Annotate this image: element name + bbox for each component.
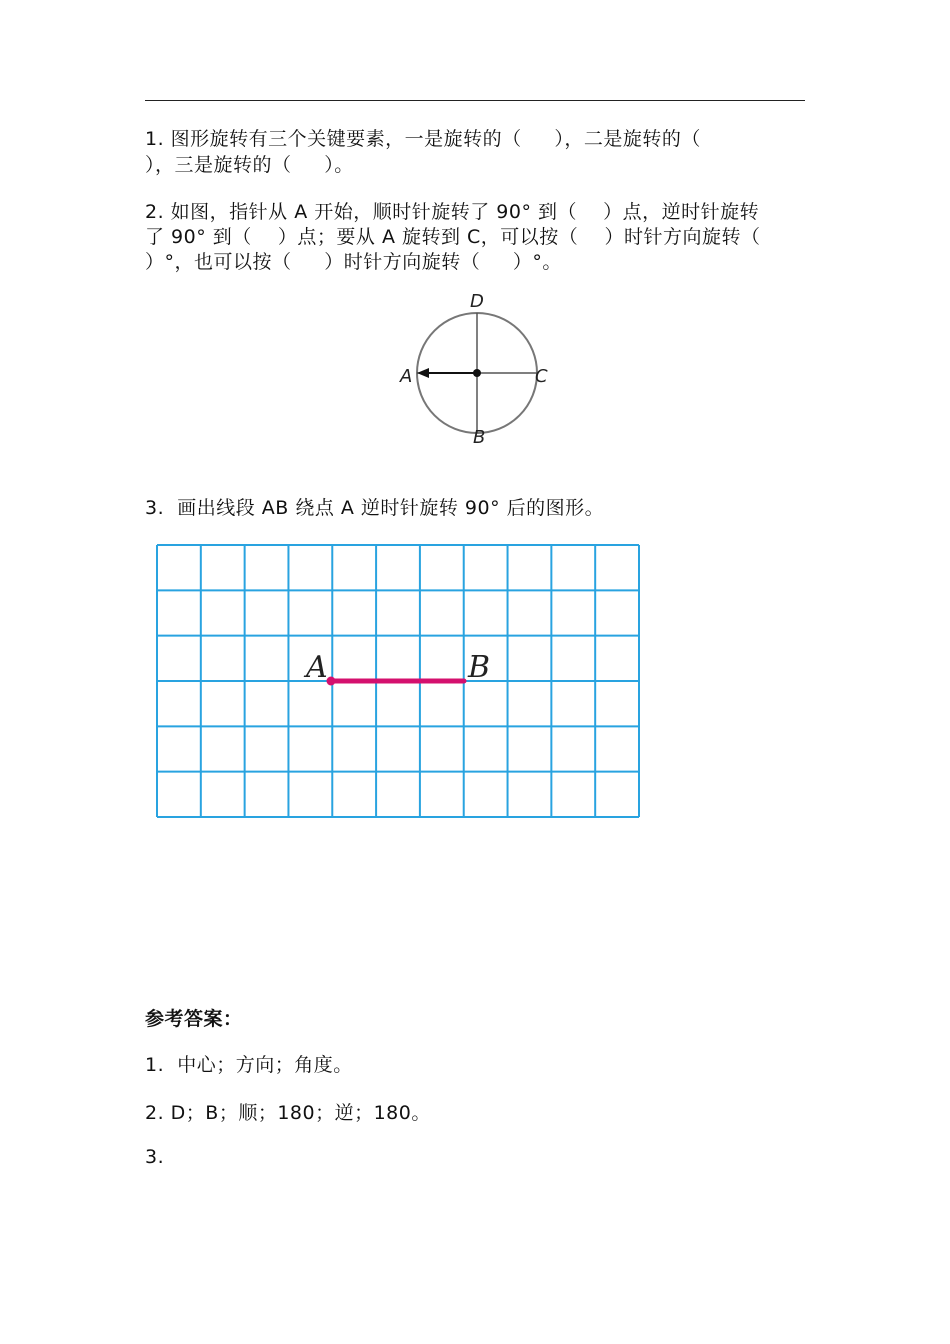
label-b: B [473,427,486,448]
header-rule [145,100,805,101]
answers-heading: 参考答案： [145,1008,243,1030]
question-2-line-2: 了 90° 到（ ）点；要从 A 旋转到 C，可以按（ ）时针方向旋转（ [145,226,761,248]
grid-label-a: A [306,650,328,685]
label-a: A [400,366,413,387]
question-1-line-1: 1. 图形旋转有三个关键要素，一是旋转的（ ），二是旋转的（ [145,128,701,150]
grid-label-b: B [468,650,491,685]
pointer-arrowhead [417,368,429,378]
label-c: C [535,366,548,387]
grid-figure [155,543,645,823]
point-a-dot [327,677,336,686]
question-1-line-2: ），三是旋转的（ ）。 [145,154,354,176]
answer-3: 3. [145,1146,165,1168]
answer-1: 1. 中心；方向；角度。 [145,1054,353,1076]
center-dot [473,369,481,377]
question-2-line-1: 2. 如图，指针从 A 开始，顺时针旋转了 90° 到（ ）点，逆时针旋转 [145,201,760,223]
question-3-line-1: 3. 画出线段 AB 绕点 A 逆时针旋转 90° 后的图形。 [145,497,605,519]
answer-2: 2. D；B；顺；180；逆；180。 [145,1102,431,1124]
question-2-line-3: ）°，也可以按（ ）时针方向旋转（ ）°。 [145,251,562,273]
label-d: D [470,291,484,312]
clock-figure [390,290,560,450]
